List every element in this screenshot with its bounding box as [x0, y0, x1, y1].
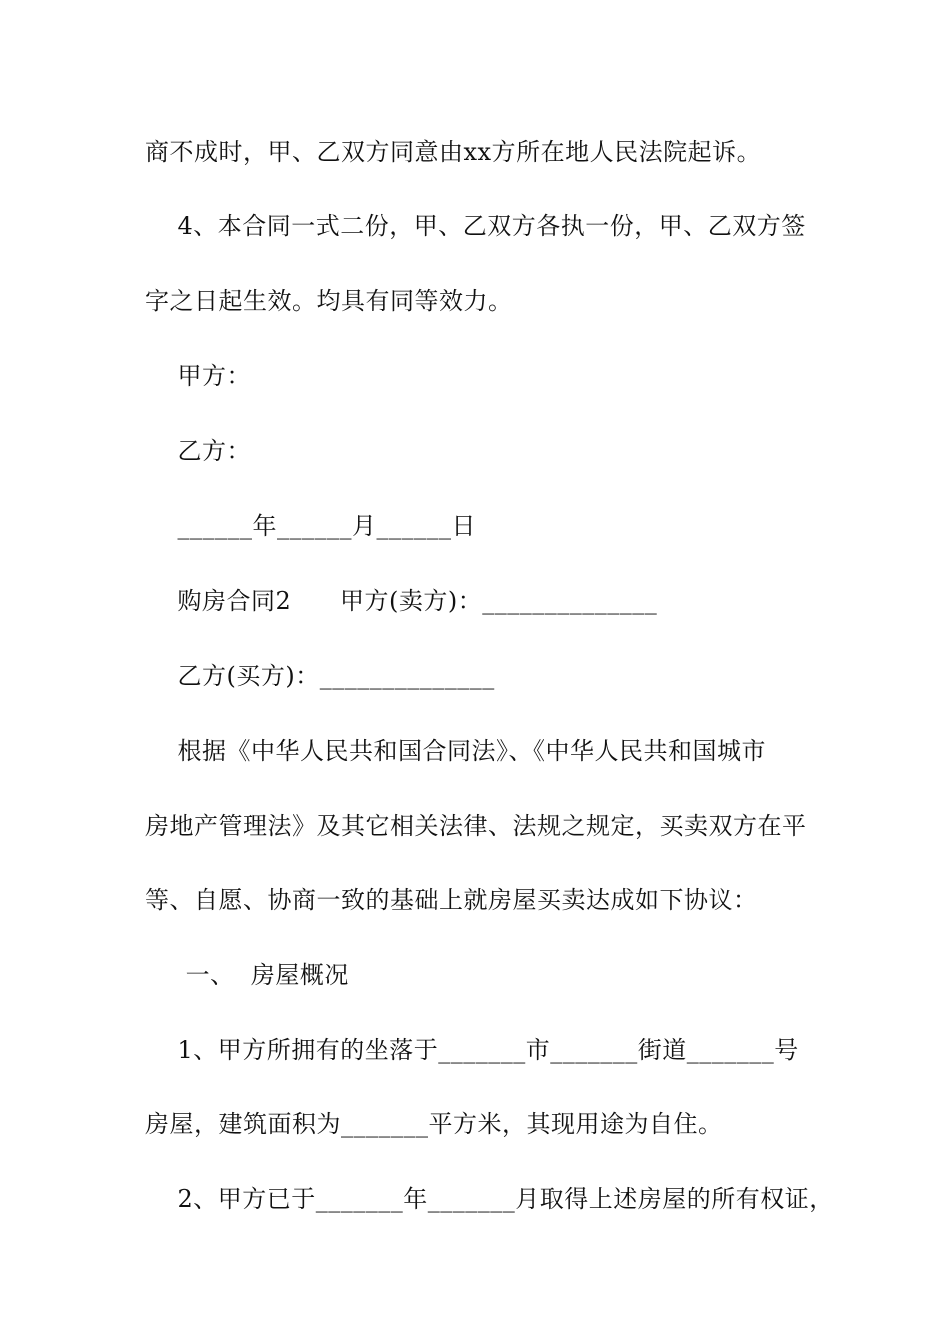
section-heading: 一、 房屋概况	[145, 961, 349, 989]
contract-title-line: 购房合同2 甲方(卖方)：______________	[145, 587, 658, 615]
date-line: ______年______月______日	[145, 512, 477, 540]
party-a-label: 甲方：	[145, 362, 252, 390]
party-b-label: 乙方：	[145, 437, 252, 465]
buyer-line: 乙方(买方)：______________	[145, 662, 495, 690]
text-line: 字之日起生效。均具有同等效力。	[145, 287, 513, 315]
text-line: 房屋，建筑面积为_______平方米，其现用途为自住。	[145, 1110, 723, 1138]
text-line: 房地产管理法》及其它相关法律、法规之规定，买卖双方在平	[145, 812, 807, 840]
text-line: 根据《中华人民共和国合同法》、《中华人民共和国城市	[145, 737, 767, 765]
text-line: 1、甲方所拥有的坐落于_______市_______街道_______号	[145, 1036, 799, 1064]
text-line: 2、甲方已于_______年_______月取得上述房屋的所有权证，	[145, 1185, 834, 1213]
text-line: 4、本合同一式二份，甲、乙双方各执一份，甲、乙双方签	[145, 212, 806, 240]
text-line: 商不成时，甲、乙双方同意由xx方所在地人民法院起诉。	[145, 138, 762, 166]
text-line: 等、自愿、协商一致的基础上就房屋买卖达成如下协议：	[145, 886, 758, 914]
